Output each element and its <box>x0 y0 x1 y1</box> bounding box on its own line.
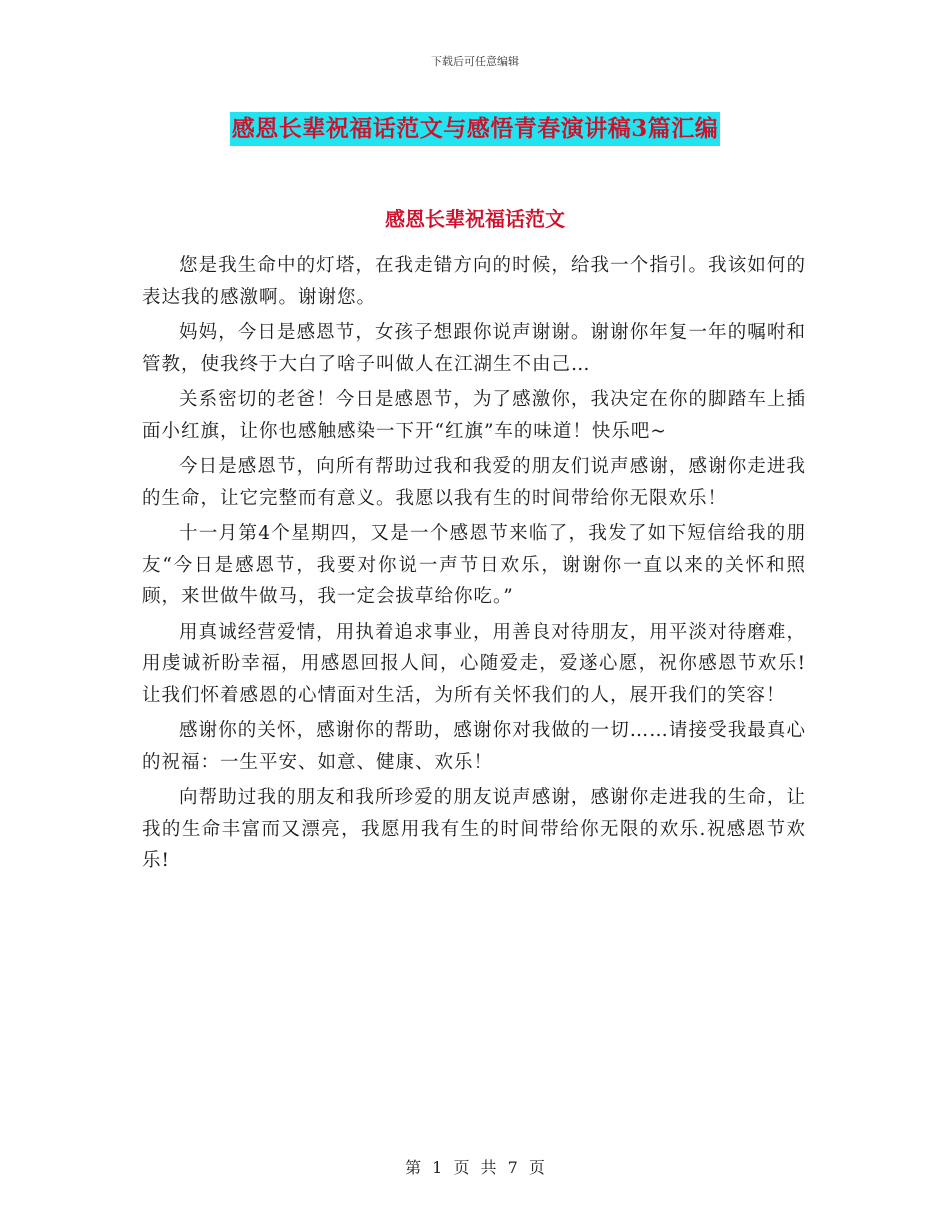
paragraph: 今日是感恩节，向所有帮助过我和我爱的朋友们说声感谢，感谢你走进我的生命，让它完整而有意义。我愿以我有生的时间带给你无限欢乐！ <box>142 456 806 509</box>
page-footer: 第 1 页 共 7 页 <box>405 1158 545 1177</box>
paragraph: 用真诚经营爱情，用执着追求事业，用善良对待朋友，用平淡对待磨难，用虔诚祈盼幸福，用感恩回报人间，心随爱走，爱遂心愿，祝你感恩节欢乐!让我们怀着感恩的心情面对生活，为所有关怀我们的人，展开我们的笑容！ <box>142 621 806 706</box>
paragraph: 感谢你的关怀，感谢你的帮助，感谢你对我做的一切……请接受我最真心的祝福：一生平安、如意、健康、欢乐！ <box>142 720 806 773</box>
paragraph: 向帮助过我的朋友和我所珍爱的朋友说声感谢，感谢你走进我的生命，让我的生命丰富而又漂亮，我愿用我有生的时间带给你无限的欢乐.祝感恩节欢乐! <box>142 787 806 871</box>
paragraph: 十一月第4个星期四，又是一个感恩节来临了，我发了如下短信给我的朋友“今日是感恩节，我要对你说一声节日欢乐，谢谢你一直以来的关怀和照顾，来世做牛做马，我一定会拔草给你吃。” <box>142 523 806 607</box>
paragraph: 妈妈，今日是感恩节，女孩子想跟你说声谢谢。谢谢你年复一年的嘱咐和管教，使我终于大白了啥子叫做人在江湖生不由己… <box>142 322 806 375</box>
document-title-wrapper <box>0 112 950 146</box>
document-body <box>142 250 806 881</box>
section-title: 感恩长辈祝福话范文 <box>385 207 565 231</box>
header-note: 下载后可任意编辑 <box>431 55 519 68</box>
document-title: 感恩长辈祝福话范文与感悟青春演讲稿3篇汇编 <box>230 112 721 146</box>
paragraph: 您是我生命中的灯塔，在我走错方向的时候，给我一个指引。我该如何的表达我的感激啊。谢谢您。 <box>142 255 806 308</box>
paragraph: 关系密切的老爸！今日是感恩节，为了感激你，我决定在你的脚踏车上插面小红旗，让你也感触感染一下开“红旗”车的味道！快乐吧~ <box>142 389 806 442</box>
